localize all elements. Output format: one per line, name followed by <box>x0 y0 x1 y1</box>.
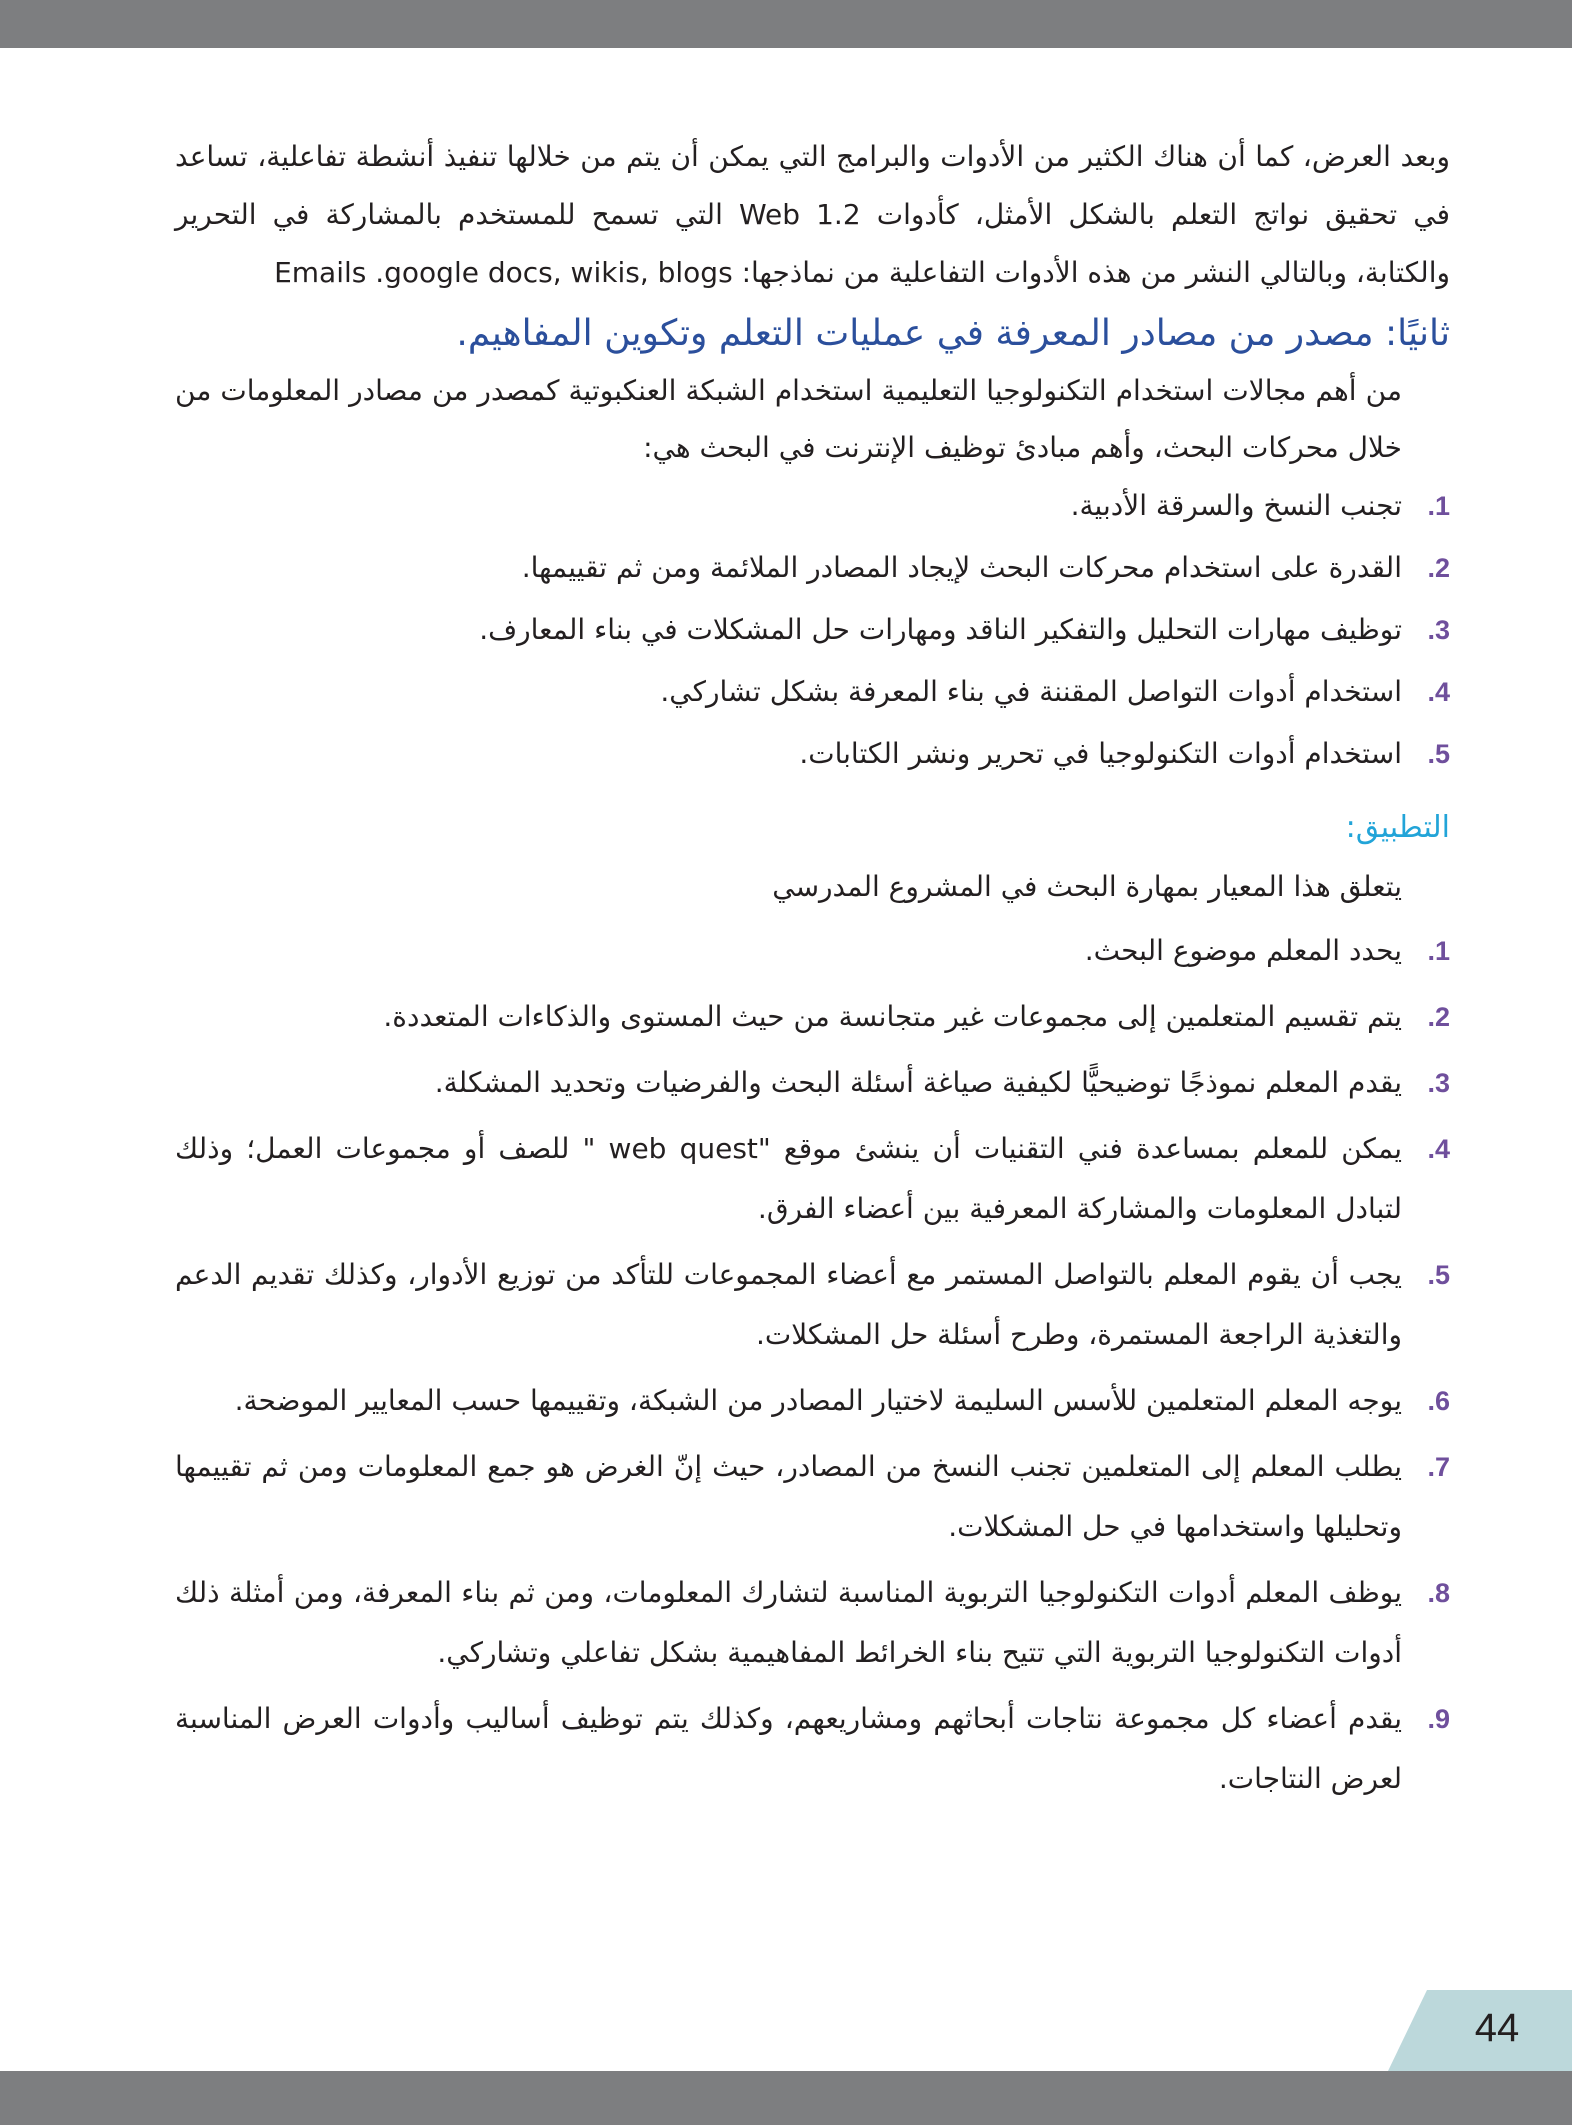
list-item-text: يوجه المعلم المتعلمين للأسس السليمة لاختيار المصادر من الشبكة، وتقييمها حسب المعايير الموضحة. <box>234 1384 1402 1417</box>
list-item <box>175 724 1450 784</box>
list-item-text: يجب أن يقوم المعلم بالتواصل المستمر مع أعضاء المجموعات للتأكد من توزيع الأدوار، وكذلك تقديم الدعم والتغذية الراجعة المستمرة، وطرح أسئلة حل المشكلات. <box>175 1258 1402 1351</box>
section-paragraph: من أهم مجالات استخدام التكنولوجيا التعليمية استخدام الشبكة العنكبوتية كمصدر من مصادر المعلومات من خلال محركات البحث، وأهم مبادئ توظيف الإنترنت في البحث هي: <box>175 374 1402 464</box>
list-item <box>175 476 1450 536</box>
list-item-text: يتم تقسيم المتعلمين إلى مجموعات غير متجانسة من حيث المستوى والذكاءات المتعددة. <box>383 1000 1402 1033</box>
list-item-text: يقدم المعلم نموذجًا توضيحيًّا لكيفية صياغة أسئلة البحث والفرضيات وتحديد المشكلة. <box>434 1066 1402 1099</box>
list-item <box>175 600 1450 660</box>
list-item-text: القدرة على استخدام محركات البحث لإيجاد المصادر الملائمة ومن ثم تقييمها. <box>521 551 1402 584</box>
list-number: 1. <box>1427 491 1450 521</box>
list-number: 9. <box>1427 1704 1450 1734</box>
list-number: 4. <box>1427 677 1450 707</box>
bottom-bar <box>0 2071 1572 2125</box>
top-bar <box>0 0 1572 48</box>
list-item <box>175 662 1450 722</box>
list-item <box>175 1119 1450 1239</box>
list-item <box>175 538 1450 598</box>
list-number: 3. <box>1427 1068 1450 1098</box>
list-item-text: استخدام أدوات التكنولوجيا في تحرير ونشر الكتابات. <box>799 737 1402 770</box>
list-item <box>175 1371 1450 1431</box>
list-item-text: يقدم أعضاء كل مجموعة نتاجات أبحاثهم ومشاريعهم، وكذلك يتم توظيف أساليب وأدوات العرض المناسبة لعرض النتاجات. <box>175 1702 1402 1795</box>
list-item-text: استخدام أدوات التواصل المقننة في بناء المعرفة بشكل تشاركي. <box>660 675 1402 708</box>
list-item-text: يمكن للمعلم بمساعدة فني التقنيات أن ينشئ موقع "web quest " للصف أو مجموعات العمل؛ وذلك لتبادل المعلومات والمشاركة المعرفية بين أعضاء الفرق. <box>175 1132 1403 1225</box>
list-number: 8. <box>1427 1578 1450 1608</box>
principles-list <box>175 476 1450 784</box>
list-item-text: تجنب النسخ والسرقة الأدبية. <box>1070 489 1402 522</box>
list-number: 1. <box>1427 936 1450 966</box>
list-item <box>175 921 1450 981</box>
list-item <box>175 1245 1450 1365</box>
list-item-text: يطلب المعلم إلى المتعلمين تجنب النسخ من المصادر، حيث إنّ الغرض هو جمع المعلومات ومن ثم تقييمها وتحليلها واستخدامها في حل المشكلات. <box>175 1450 1402 1543</box>
page-content <box>175 128 1450 1811</box>
application-intro: يتعلق هذا المعيار بمهارة البحث في المشروع المدرسي <box>772 870 1402 903</box>
list-number: 3. <box>1427 615 1450 645</box>
list-number: 5. <box>1427 739 1450 769</box>
application-list <box>175 921 1450 1809</box>
list-item-text: توظيف مهارات التحليل والتفكير الناقد ومهارات حل المشكلات في بناء المعارف. <box>479 613 1402 646</box>
application-heading: التطبيق: <box>1345 810 1450 845</box>
list-item <box>175 1563 1450 1683</box>
list-item <box>175 987 1450 1047</box>
list-number: 5. <box>1427 1260 1450 1290</box>
list-item <box>175 1437 1450 1557</box>
intro-paragraph: وبعد العرض، كما أن هناك الكثير من الأدوات والبرامج التي يمكن أن يتم من خلالها تنفيذ أنشطة تفاعلية، تساعد في تحقيق نواتج التعلم بالشكل الأمثل، كأدوات Web 1.2 التي تسمح للمستخدم بالمشاركة في التحرير والكتابة، وبالتالي النشر من هذه الأدوات التفاعلية من نماذجها: Emails .google docs, wikis, blogs <box>175 140 1450 289</box>
list-number: 4. <box>1427 1134 1450 1164</box>
section-heading: ثانيًا: مصدر من مصادر المعرفة في عمليات التعلم وتكوين المفاهيم. <box>456 313 1450 354</box>
list-number: 2. <box>1427 553 1450 583</box>
page-number: 44 <box>1474 2006 1520 2050</box>
list-item-text: يوظف المعلم أدوات التكنولوجيا التربوية المناسبة لتشارك المعلومات، ومن ثم بناء المعرفة، ومن أمثلة ذلك أدوات التكنولوجيا التربوية التي تتيح بناء الخرائط المفاهيمية بشكل تفاعلي وتشاركي. <box>175 1576 1402 1669</box>
list-item <box>175 1689 1450 1809</box>
list-item-text: يحدد المعلم موضوع البحث. <box>1084 934 1402 967</box>
list-number: 7. <box>1427 1452 1450 1482</box>
list-number: 6. <box>1427 1386 1450 1416</box>
list-item <box>175 1053 1450 1113</box>
list-number: 2. <box>1427 1002 1450 1032</box>
